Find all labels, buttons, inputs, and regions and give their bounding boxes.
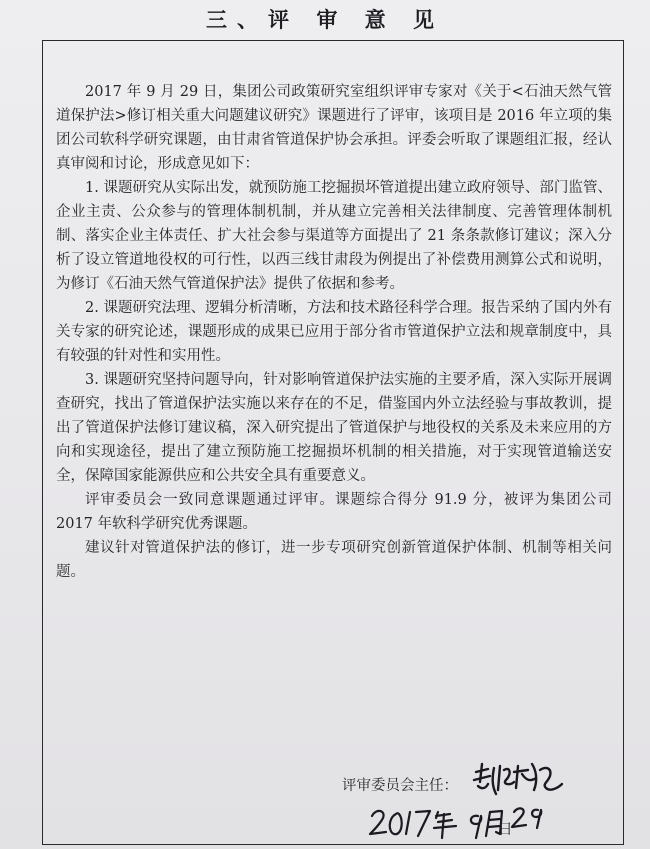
date-day-char: 日 [498,822,513,838]
intro-paragraph: 2017 年 9 月 29 日，集团公司政策研究室组织评审专家对《关于<石油天然气管道保护法>修订相关重大问题建议研究》课题进行了评审，该项目是 2016 年立项的集团公司软科学研究课题，由甘肃省管道保护协会承担。评委会听取了课题组汇报，经认真审阅和讨论，形成意见如下： [56,84,612,172]
opinion-point-3: 3. 课题研究坚持问题导向，针对影响管道保护法实施的主要矛盾，深入实际开展调查研究，找出了管道保护法实施以来存在的不足，借鉴国内外立法经验与事故教训，提出了管道保护法修订建议稿，深入研究提出了管道保护与地役权的关系及未来应用的方向和实现途径，提出了建立预防施工挖掘损坏机制的相关措施，对于实现管道输送安全，保障国家能源供应和公共安全具有重要意义。 [56,372,612,484]
opinion-point-2: 2. 课题研究法理、逻辑分析清晰，方法和技术路径科学合理。报告采纳了国内外有关专家的研究论述，课题形成的成果已应用于部分省市管道保护立法和规章制度中，具有较强的针对性和实用性。 [56,300,612,364]
section-title: 三、评 审 意 见 [206,8,444,32]
handwritten-signature [470,760,565,800]
opinion-point-1: 1. 课题研究从实际出发，就预防施工挖掘损坏管道提出建立政府领导、部门监管、企业主责、公众参与的管理体制机制，并从建立完善相关法律制度、完善管理体制机制、落实企业主体责任、扩大社会参与渠道等方面提出了 21 条条款修订建议；深入分析了设立管道地役权的可行性，以西三线甘肃段为例提出了补偿费用测算公式和说明，为修订《石油天然气管道保护法》提供了依据和参考。 [56,180,612,292]
opinion-body [56,80,612,584]
signature-block [330,760,600,840]
conclusion-paragraph: 评审委员会一致同意课题通过评审。课题综合得分 91.9 分，被评为集团公司 2017 年软科学研究优秀课题。 [56,492,612,532]
recommendation-paragraph: 建议针对管道保护法的修订，进一步专项研究创新管道保护体制、机制等相关问题。 [56,540,612,580]
handwritten-date [366,802,566,844]
signature-label: 评审委员会主任： [342,778,458,794]
